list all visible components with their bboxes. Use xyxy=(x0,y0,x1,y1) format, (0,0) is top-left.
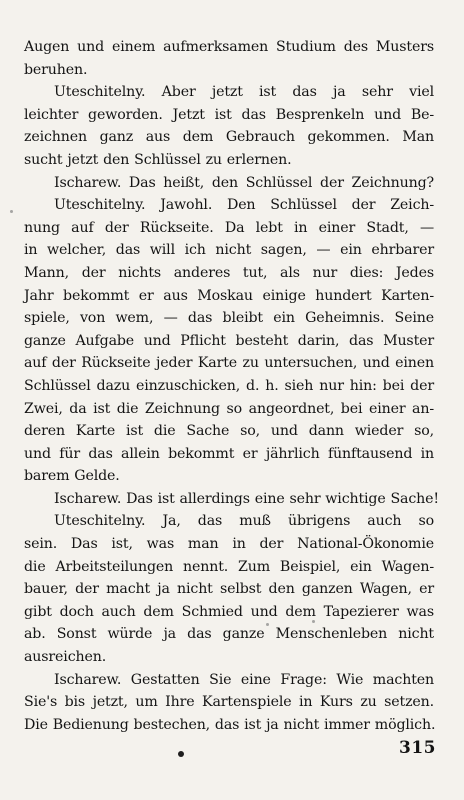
text-line: Zwei, da ist die Zeichnung so angeordnet, bei einer an- xyxy=(24,400,434,417)
dialogue-line: Uteschitelny. Jawohl. Den Schlüssel der Zeich- xyxy=(54,197,434,214)
text-line: ausreichen. xyxy=(24,649,107,666)
text-line: Mann, der nichts anderes tut, als nur dies: Jedes xyxy=(24,264,434,281)
text-line: und für das allein bekommt er jährlich fünftausend in xyxy=(24,445,434,462)
page-number: 315 xyxy=(399,738,436,758)
text-line: gibt doch auch dem Schmied und dem Tapezierer was xyxy=(24,603,434,620)
paper-speck xyxy=(266,623,269,626)
text-line: barem Gelde. xyxy=(24,468,120,485)
text-line: beruhen. xyxy=(24,61,88,78)
text-line: leichter geworden. Jetzt ist das Besprenkeln und Be- xyxy=(24,106,434,123)
paper-speck xyxy=(10,210,13,213)
page-text xyxy=(24,36,439,736)
dialogue-line: Ischarew. Gestatten Sie eine Frage: Wie machten xyxy=(54,671,434,688)
dialogue-line: Uteschitelny. Aber jetzt ist das ja sehr viel xyxy=(54,84,434,101)
text-line: zeichnen ganz aus dem Gebrauch gekommen. Man xyxy=(24,129,434,146)
text-line: deren Karte ist die Sache so, und dann wieder so, xyxy=(24,423,434,440)
text-line: Jahr bekommt er aus Moskau einige hundert Karten- xyxy=(24,287,434,304)
text-line: Die Bedienung bestechen, das ist ja nicht immer möglich. xyxy=(24,716,436,733)
text-line: in welcher, das will ich nicht sagen, — ein ehrbarer xyxy=(24,242,434,259)
text-line: bauer, der macht ja nicht selbst den ganzen Wagen, er xyxy=(24,581,434,598)
text-line: spiele, von wem, — das bleibt ein Geheimnis. Seine xyxy=(24,310,434,327)
text-line: die Arbeitsteilungen nennt. Zum Beispiel, ein Wagen- xyxy=(24,558,434,575)
paper-speck xyxy=(312,620,315,623)
text-line: nung auf der Rückseite. Da lebt in einer Stadt, — xyxy=(24,219,434,236)
text-line: sein. Das ist, was man in der National-Ökonomie xyxy=(24,536,434,553)
text-line: Schlüssel dazu einzuschicken, d. h. sieh nur hin: bei der xyxy=(24,377,434,394)
text-line: Sie's bis jetzt, um Ihre Kartenspiele in Kurs zu setzen. xyxy=(24,694,434,711)
dialogue-line: Ischarew. Das heißt, den Schlüssel der Zeichnung? xyxy=(54,174,434,191)
text-line: sucht jetzt den Schlüssel zu erlernen. xyxy=(24,151,292,168)
text-line: ganze Aufgabe und Pflicht besteht darin, das Muster xyxy=(24,332,434,349)
dialogue-line: Uteschitelny. Ja, das muß übrigens auch so xyxy=(54,513,434,530)
bottom-dot-mark xyxy=(178,751,184,757)
text-line: ab. Sonst würde ja das ganze Menschenleben nicht xyxy=(24,626,434,643)
dialogue-line: Ischarew. Das ist allerdings eine sehr wichtige Sache! xyxy=(54,490,439,507)
text-line: Augen und einem aufmerksamen Studium des Musters xyxy=(24,39,434,55)
text-line: auf der Rückseite jeder Karte zu untersuchen, und einen xyxy=(24,355,434,372)
